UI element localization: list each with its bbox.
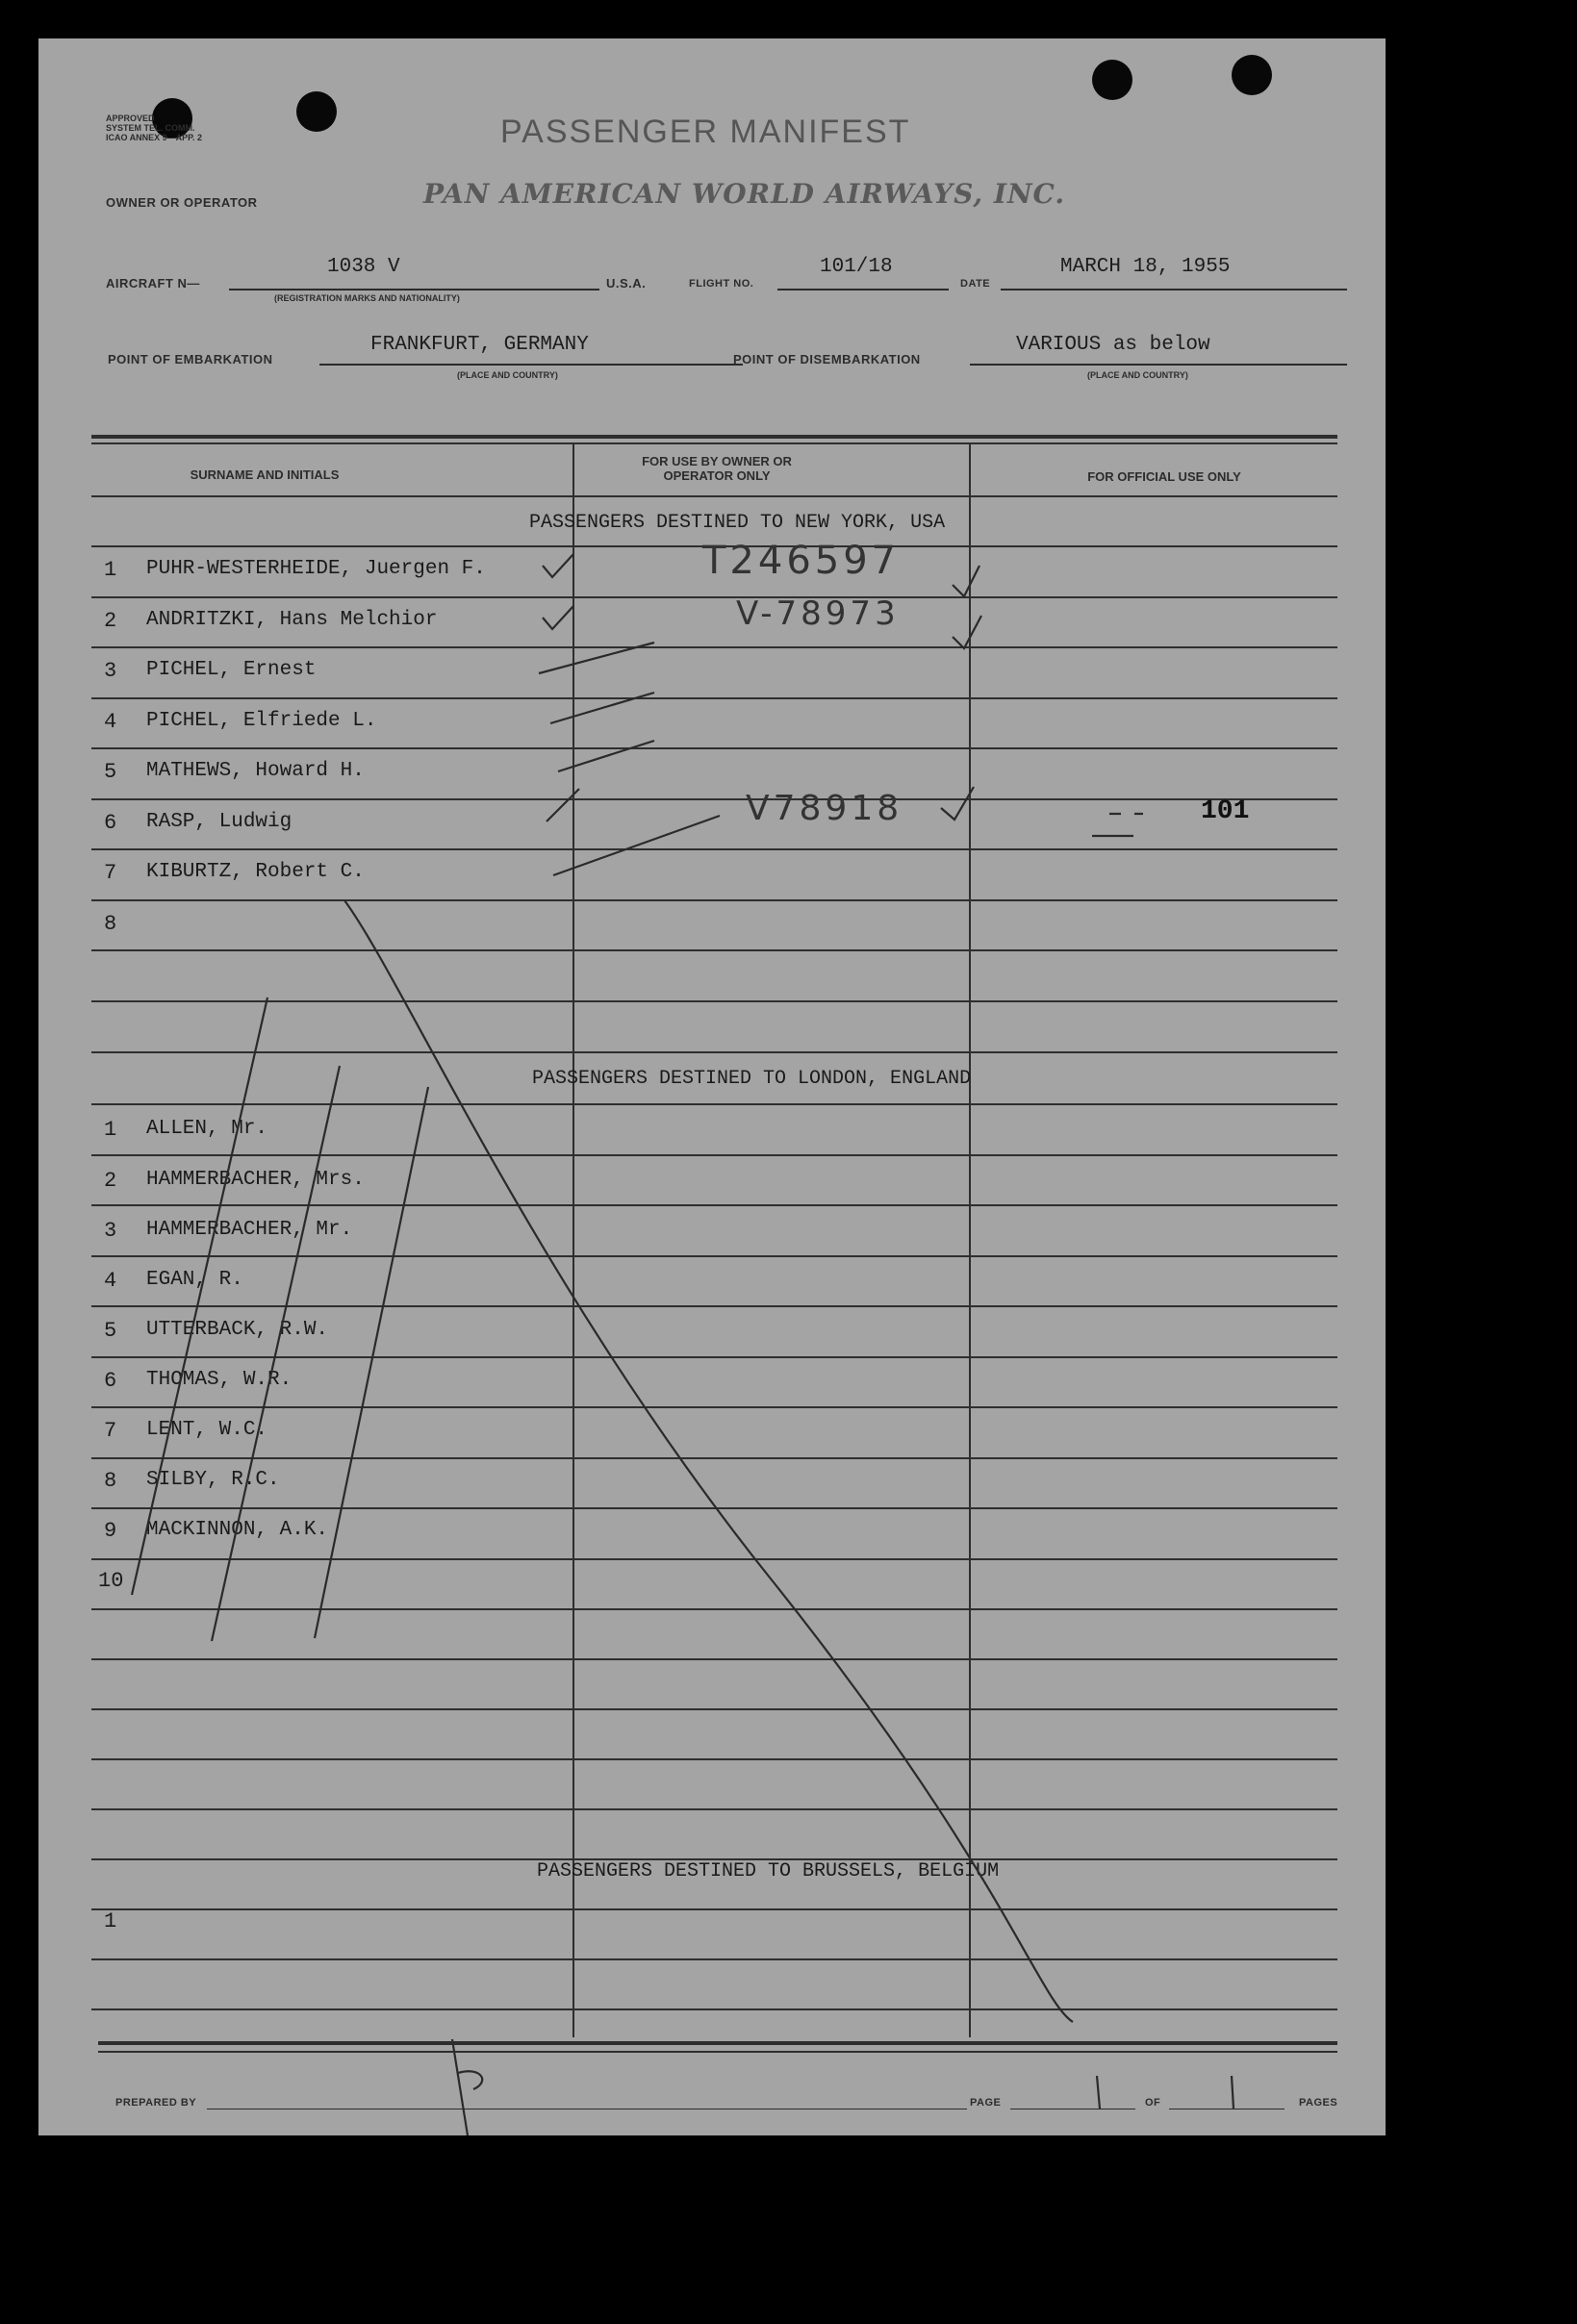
check-mark — [941, 787, 974, 820]
place-note: (PLACE AND COUNTRY) — [457, 370, 558, 380]
passenger-name: MATHEWS, Howard H. — [146, 760, 365, 782]
passenger-name: ANDRITZKI, Hans Melchior — [146, 609, 438, 631]
passenger-name: RASP, Ludwig — [146, 811, 293, 833]
passenger-name: EGAN, R. — [146, 1269, 243, 1291]
embark-value: FRANKFURT, GERMANY — [370, 334, 589, 356]
owner-note: T246597 — [702, 539, 901, 583]
row-number: 5 — [104, 760, 117, 784]
section-heading: PASSENGERS DESTINED TO NEW YORK, USA — [529, 512, 946, 534]
section-heading: PASSENGERS DESTINED TO LONDON, ENGLAND — [532, 1068, 972, 1090]
col-header-surname: SURNAME AND INITIALS — [190, 467, 340, 482]
row-number: 7 — [104, 1419, 117, 1443]
strike-line — [132, 998, 267, 1595]
strike-line — [315, 1087, 428, 1638]
row-number: 8 — [104, 912, 117, 936]
row-number: 4 — [104, 1269, 117, 1293]
operator-name: PAN AMERICAN WORLD AIRWAYS, INC. — [423, 178, 1066, 210]
usa-label: U.S.A. — [606, 276, 647, 290]
passenger-name: MACKINNON, A.K. — [146, 1519, 329, 1541]
row-number: 5 — [104, 1319, 117, 1343]
of-label: OF — [1145, 2097, 1161, 2109]
row-number: 8 — [104, 1469, 117, 1493]
col-header-official-use: FOR OFFICIAL USE ONLY — [1087, 469, 1241, 484]
footer-rule — [98, 2041, 1337, 2045]
check-mark — [543, 606, 573, 629]
check-mark — [543, 554, 573, 577]
passenger-name: PICHEL, Elfriede L. — [146, 710, 377, 732]
approval-line: ICAO ANNEX 9—APP. 2 — [106, 133, 203, 142]
passenger-name: SILBY, R.C. — [146, 1469, 280, 1491]
col-header-owner-use: FOR USE BY OWNER OR OPERATOR ONLY — [642, 454, 792, 483]
row-number: 1 — [104, 1118, 117, 1142]
row-number: 9 — [104, 1519, 117, 1543]
row-number: 3 — [104, 659, 117, 683]
passenger-name: LENT, W.C. — [146, 1419, 268, 1441]
strike-line — [344, 900, 1073, 2022]
page-value — [1087, 2082, 1094, 2093]
page-label: PAGE — [970, 2097, 1002, 2109]
passenger-name: PICHEL, Ernest — [146, 659, 317, 681]
owner-note: V78918 — [746, 789, 903, 828]
footer-rule — [98, 2051, 1337, 2053]
passenger-name: HAMMERBACHER, Mrs. — [146, 1169, 365, 1191]
disembark-label: POINT OF DISEMBARKATION — [733, 352, 921, 366]
strike-line — [212, 1066, 340, 1641]
passenger-name: ALLEN, Mr. — [146, 1118, 268, 1140]
tick-slash — [553, 816, 720, 875]
aircraft-value: 1038 V — [327, 256, 400, 278]
tick-slash — [547, 789, 579, 821]
tick-slash — [550, 693, 654, 723]
tick-slash — [558, 741, 654, 771]
flight-value: 101/18 — [820, 256, 893, 278]
prepared-label: PREPARED BY — [115, 2097, 197, 2109]
row-number: 7 — [104, 861, 117, 885]
aircraft-label: AIRCRAFT N— — [106, 276, 200, 290]
check-mark — [953, 616, 981, 648]
section-heading: PASSENGERS DESTINED TO BRUSSELS, BELGIUM — [537, 1860, 1000, 1882]
row-number: 1 — [104, 1909, 117, 1933]
passenger-name: UTTERBACK, R.W. — [146, 1319, 329, 1341]
form-title: PASSENGER MANIFEST — [500, 114, 911, 150]
row-number: 4 — [104, 710, 117, 734]
passenger-name: THOMAS, W.R. — [146, 1369, 293, 1391]
owner-label: OWNER OR OPERATOR — [106, 195, 258, 210]
check-mark — [953, 566, 979, 596]
approval-line: SYSTEM TEL. COMM. — [106, 123, 195, 133]
date-label: DATE — [960, 278, 991, 290]
row-number: 10 — [98, 1569, 124, 1593]
row-number: 6 — [104, 1369, 117, 1393]
manifest-sheet — [38, 38, 1386, 2135]
embark-label: POINT OF EMBARKATION — [108, 352, 273, 366]
date-value: MARCH 18, 1955 — [1060, 256, 1231, 278]
approval-line: APPROVED — [106, 114, 155, 123]
row-number: 2 — [104, 1169, 117, 1193]
check-marks — [132, 554, 1234, 2135]
owner-note: V-78973 — [736, 594, 900, 633]
passenger-name: PUHR-WESTERHEIDE, Juergen F. — [146, 558, 486, 580]
place-note: (PLACE AND COUNTRY) — [1087, 370, 1188, 380]
passenger-name: KIBURTZ, Robert C. — [146, 861, 365, 883]
row-number: 6 — [104, 811, 117, 835]
official-note: 101 — [1201, 796, 1250, 826]
signature-mark — [452, 2039, 482, 2135]
tick-slash — [539, 643, 654, 673]
of-value — [1241, 2082, 1248, 2093]
flight-label: FLIGHT NO. — [689, 278, 754, 290]
row-number: 3 — [104, 1219, 117, 1243]
passenger-name: HAMMERBACHER, Mr. — [146, 1219, 353, 1241]
row-number: 2 — [104, 609, 117, 633]
registration-note: (REGISTRATION MARKS AND NATIONALITY) — [274, 293, 460, 303]
handwritten-marks — [38, 38, 1386, 2135]
row-number: 1 — [104, 558, 117, 582]
disembark-value: VARIOUS as below — [1016, 334, 1210, 356]
page-mark — [1232, 2076, 1234, 2109]
pages-label: PAGES — [1299, 2097, 1338, 2109]
page-mark — [1097, 2076, 1100, 2109]
